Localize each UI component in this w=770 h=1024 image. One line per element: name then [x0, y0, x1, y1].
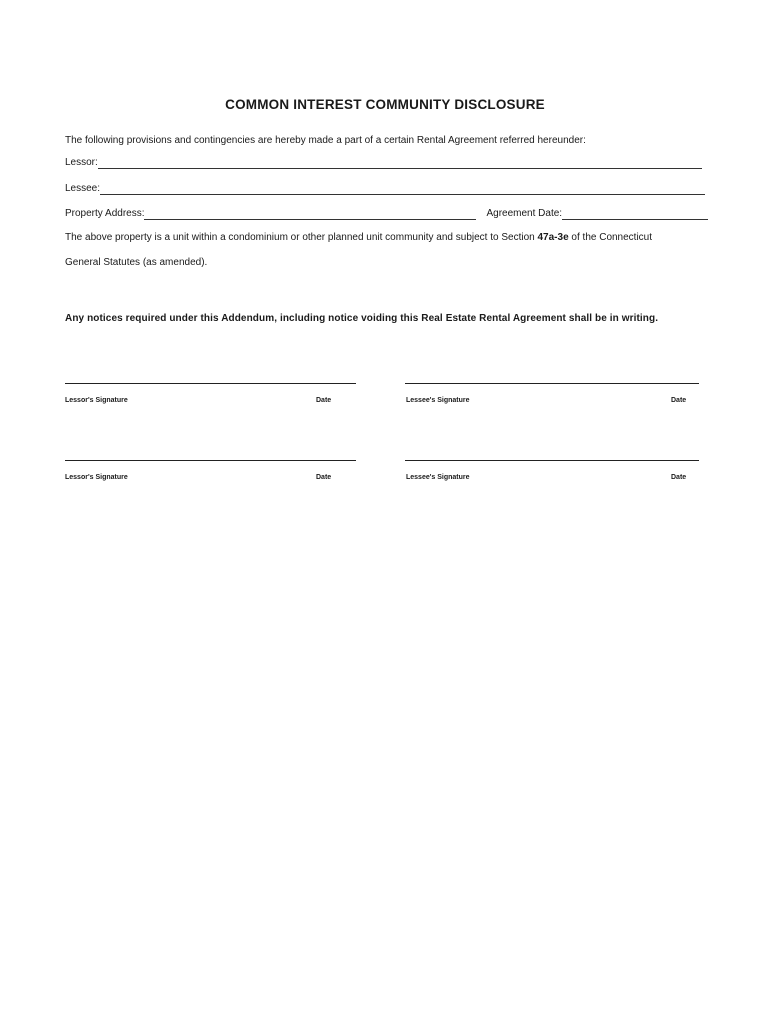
- paragraph-part2: of the Connecticut: [568, 232, 653, 243]
- lessor-signature-line-2[interactable]: [65, 460, 356, 461]
- lessor-date-caption-1: Date: [316, 397, 332, 404]
- property-address-input[interactable]: [144, 207, 476, 218]
- lessee-field-row: [65, 181, 705, 195]
- lessee-signature-line-1[interactable]: [405, 383, 699, 384]
- lessor-field-row: [65, 155, 702, 169]
- lessee-date-caption-1: Date: [671, 397, 687, 404]
- paragraph-part1: The above property is a unit within a condominium or other planned unit community and subject to Section: [65, 232, 538, 243]
- agreement-date-input[interactable]: [562, 207, 708, 218]
- condominium-paragraph-line2: General Statutes (as amended).: [65, 257, 208, 268]
- intro-text: The following provisions and contingencies are hereby made a part of a certain Rental Agreement referred hereunder:: [65, 135, 586, 146]
- lessee-signature-caption-2: Lessee's Signature: [406, 474, 470, 481]
- statute-section: 47a-3e: [537, 232, 569, 243]
- lessee-label: Lessee:: [65, 183, 101, 194]
- property-address-line: [144, 207, 476, 220]
- notice-text: Any notices required under this Addendum, including notice voiding this Real Estate Rental Agreement shall be in writing.: [65, 313, 659, 324]
- agreement-date-line: [562, 207, 708, 220]
- lessee-signature-line-2[interactable]: [405, 460, 699, 461]
- lessor-input[interactable]: [98, 156, 702, 167]
- document-title: COMMON INTEREST COMMUNITY DISCLOSURE: [225, 97, 545, 112]
- condominium-paragraph-line1: [65, 232, 652, 243]
- lessor-line: [98, 156, 702, 169]
- property-address-label: Property Address:: [65, 208, 145, 219]
- lessee-line: [100, 182, 705, 195]
- agreement-date-label: Agreement Date:: [486, 208, 563, 219]
- lessee-input[interactable]: [100, 182, 705, 193]
- lessee-date-caption-2: Date: [671, 474, 687, 481]
- lessee-signature-caption-1: Lessee's Signature: [406, 397, 470, 404]
- property-field-row: [65, 206, 708, 220]
- lessor-signature-caption-2: Lessor's Signature: [65, 474, 128, 481]
- lessor-label: Lessor:: [65, 157, 98, 168]
- lessor-signature-caption-1: Lessor's Signature: [65, 397, 128, 404]
- lessor-signature-line-1[interactable]: [65, 383, 356, 384]
- lessor-date-caption-2: Date: [316, 474, 332, 481]
